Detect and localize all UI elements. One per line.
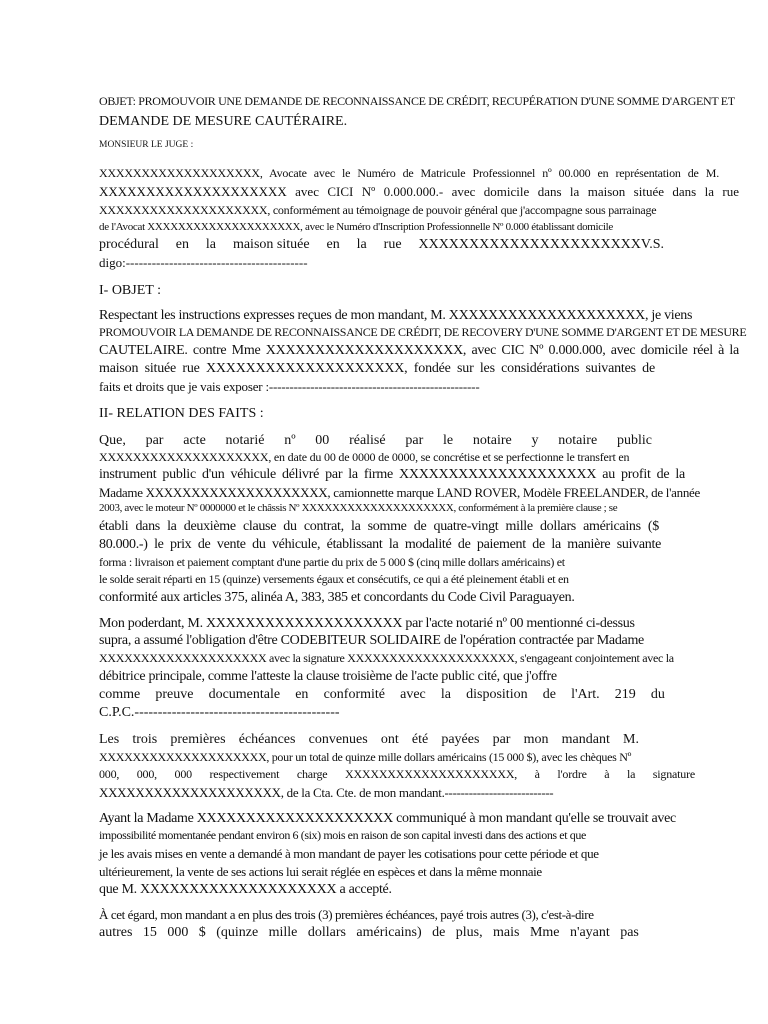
objet-heading-line-1: OBJET: PROMOUVOIR UNE DEMANDE DE RECONNAISSANCE DE CRÉDIT, RECUPÉRATION D'UNE SOMME D'ARGENT ET bbox=[99, 94, 735, 108]
facts-para-3-line-1 bbox=[99, 733, 639, 747]
para-5-word: plus, bbox=[455, 925, 483, 940]
intro-word: la bbox=[205, 237, 217, 252]
facts-para-2-line-5 bbox=[99, 688, 665, 702]
section-1-line-4: maison située rue XXXXXXXXXXXXXXXXXXXX, fondée sur les considérations suivantes de bbox=[99, 361, 655, 376]
para-3-word: premières bbox=[170, 732, 226, 747]
facts-para-1-line-9: le solde serait réparti en 15 (quinze) versements égaux et consécutifs, ce qui a été pleinement établi et en bbox=[99, 572, 569, 586]
para-1-word: le bbox=[443, 433, 454, 448]
para-2-word: du bbox=[650, 687, 665, 702]
para-5-word: dollars bbox=[307, 925, 346, 940]
para-1-word: notarié bbox=[225, 433, 265, 448]
para-3-word: ont bbox=[380, 732, 399, 747]
para-5-word: autres bbox=[99, 925, 133, 940]
facts-para-1-line-10: conformité aux articles 375, alinéa A, 383, 385 et concordants du Code Civil Paraguayen. bbox=[99, 590, 575, 605]
facts-para-5-line-1: À cet égard, mon mandant a en plus des trois (3) premières échéances, payé trois autres (3), c'est-à-dire bbox=[99, 907, 594, 922]
para-5-word: n'ayant bbox=[569, 925, 610, 940]
para-3-word: échéances bbox=[238, 732, 296, 747]
section-1-line-3: CAUTELAIRE. contre Mme XXXXXXXXXXXXXXXXXXXX, avec CIC Nº 0.000.000, avec domicile réel à la bbox=[99, 343, 739, 358]
para-1-word: 00 bbox=[315, 433, 330, 448]
section-2-title: II- RELATION DES FAITS : bbox=[99, 406, 264, 421]
facts-para-4-line-4: ultérieurement, la vente de ses actions lui serait réglée en espèces et dans la même monnaie bbox=[99, 864, 542, 879]
para-5-word: 15 bbox=[142, 925, 157, 940]
section-1-line-5: faits et droits que je vais exposer :--------------------------------------------------- bbox=[99, 379, 480, 394]
facts-para-2-line-1: Mon poderdant, M. XXXXXXXXXXXXXXXXXXXX par l'acte notarié nº 00 mentionné ci-dessus bbox=[99, 616, 635, 631]
intro-line-5 bbox=[99, 238, 664, 252]
facts-para-3-line-2: XXXXXXXXXXXXXXXXXXXX, pour un total de quinze mille dollars américains (15 000 $), avec les chèques Nº bbox=[99, 750, 631, 764]
facts-para-1-line-3: instrument public d'un véhicule délivré par la firme XXXXXXXXXXXXXXXXXXXX au profit de la bbox=[99, 467, 685, 482]
facts-para-4-line-2: impossibilité momentanée pendant environ 6 (six) mois en raison de son capital investi dans des actions et que bbox=[99, 828, 586, 842]
para-2-word: preuve bbox=[155, 687, 194, 702]
intro-line-4: de l'Avocat XXXXXXXXXXXXXXXXXXXX, avec le Numéro d'Inscription Professionnelle Nº 0.000 établissant domicile bbox=[99, 221, 613, 233]
intro-line-6: digo:------------------------------------------ bbox=[99, 255, 308, 270]
para-3-word: convenues bbox=[308, 732, 368, 747]
para-2-word: la bbox=[440, 687, 451, 702]
facts-para-1-line-2: XXXXXXXXXXXXXXXXXXXX, en date du 00 de 0000 de 0000, se concrétise et se perfectionne le transfert en bbox=[99, 450, 630, 464]
para-3-word: mandant bbox=[561, 732, 610, 747]
intro-word: la bbox=[356, 237, 367, 252]
facts-para-2-line-3: XXXXXXXXXXXXXXXXXXXX avec la signature XXXXXXXXXXXXXXXXXXXX, s'engageant conjointement avec la bbox=[99, 651, 674, 665]
facts-para-4-line-5: que M. XXXXXXXXXXXXXXXXXXXX a accepté. bbox=[99, 882, 392, 897]
para-5-word: pas bbox=[620, 925, 639, 940]
para-2-word: 219 bbox=[614, 687, 636, 702]
section-1-line-1: Respectant les instructions expresses reçues de mon mandant, M. XXXXXXXXXXXXXXXXXXXX, je viens bbox=[99, 308, 693, 323]
para-2-word: documentale bbox=[208, 687, 281, 702]
para-5-word: Mme bbox=[529, 925, 560, 940]
para-1-word: Que, bbox=[99, 433, 126, 448]
facts-para-1-line-5: 2003, avec le moteur Nº 0000000 et le châssis Nº XXXXXXXXXXXXXXXXXXXX, conformément à la première clause ; se bbox=[99, 502, 618, 514]
para-5-word: mille bbox=[268, 925, 298, 940]
para-3-word: Les bbox=[99, 732, 120, 747]
para-1-word: notaire bbox=[472, 433, 512, 448]
intro-line-3: XXXXXXXXXXXXXXXXXXXX, conformément au témoignage de pouvoir général que j'accompagne sous parrainage bbox=[99, 203, 657, 217]
objet-heading-line-2: DEMANDE DE MESURE CAUTÉRAIRE. bbox=[99, 114, 348, 129]
facts-para-4-line-3: je les avais mises en vente a demandé à mon mandant de payer les cotisations pour cette période et que bbox=[99, 846, 599, 861]
para-2-word: en bbox=[295, 687, 309, 702]
para-3-word: été bbox=[411, 732, 429, 747]
section-1-line-2: PROMOUVOIR LA DEMANDE DE RECONNAISSANCE DE CRÉDIT, DE RECOVERY D'UNE SOMME D'ARGENT ET DE MESURE bbox=[99, 325, 747, 339]
intro-word: en bbox=[175, 237, 189, 252]
para-2-word: avec bbox=[400, 687, 426, 702]
intro-word: XXXXXXXXXXXXXXXXXXXXXXV.S. bbox=[418, 237, 664, 252]
para-5-word: 000 bbox=[167, 925, 189, 940]
para-2-word: conformité bbox=[323, 687, 385, 702]
para-5-word: (quinze bbox=[216, 925, 259, 940]
para-3-word: par bbox=[492, 732, 511, 747]
facts-para-1-line-1 bbox=[99, 434, 652, 448]
intro-line-1: XXXXXXXXXXXXXXXXXXX, Avocate avec le Numéro de Matricule Professionnel nº 00.000 en représentation de M. bbox=[99, 166, 719, 180]
facts-para-3-line-3: 000, 000, 000 respectivement charge XXXXXXXXXXXXXXXXXXXX, à l'ordre à la signature bbox=[99, 767, 695, 781]
facts-para-1-line-6: établi dans la deuxième clause du contrat, la somme de quatre-vingt mille dollars américains ($ bbox=[99, 519, 659, 534]
section-1-title: I- OBJET : bbox=[99, 283, 161, 298]
facts-para-2-line-2: supra, a assumé l'obligation d'être CODEBITEUR SOLIDAIRE de l'opération contractée par Madame bbox=[99, 633, 644, 648]
facts-para-1-line-8: forma : livraison et paiement comptant d'une partie du prix de 5 000 $ (cinq mille dollars américains) et bbox=[99, 555, 565, 569]
intro-word: procédural bbox=[99, 237, 159, 252]
intro-line-2: XXXXXXXXXXXXXXXXXXXX avec CICI Nº 0.000.000.- avec domicile dans la maison située dans la rue bbox=[99, 184, 739, 199]
salutation: MONSIEUR LE JUGE : bbox=[99, 140, 194, 150]
para-3-word: mon bbox=[523, 732, 549, 747]
facts-para-2-line-6: C.P.C.-------------------------------------------- bbox=[99, 705, 340, 720]
intro-word: rue bbox=[383, 237, 402, 252]
para-1-word: réalisé bbox=[349, 433, 386, 448]
facts-para-1-line-4: Madame XXXXXXXXXXXXXXXXXXXX, camionnette marque LAND ROVER, Modèle FREELANDER, de l'année bbox=[99, 485, 700, 500]
intro-word: en bbox=[326, 237, 340, 252]
intro-word: maison située bbox=[232, 237, 310, 252]
facts-para-2-line-4: débitrice principale, comme l'atteste la clause troisième de l'acte public cité, que j'offre bbox=[99, 669, 557, 684]
facts-para-3-line-4: XXXXXXXXXXXXXXXXXXXX, de la Cta. Cte. de mon mandant.--------------------------- bbox=[99, 785, 554, 800]
para-1-word: public bbox=[616, 433, 652, 448]
para-2-word: comme bbox=[99, 687, 141, 702]
para-5-word: mais bbox=[493, 925, 520, 940]
para-1-word: notaire bbox=[558, 433, 598, 448]
para-1-word: par bbox=[405, 433, 424, 448]
para-2-word: disposition bbox=[466, 687, 528, 702]
facts-para-1-line-7: 80.000.-) le prix de vente du véhicule, établissant la modalité de paiement de la manière suivante bbox=[99, 537, 661, 552]
para-5-word: $ bbox=[198, 925, 206, 940]
para-1-word: acte bbox=[183, 433, 206, 448]
para-1-word: nº bbox=[284, 433, 296, 448]
facts-para-4-line-1: Ayant la Madame XXXXXXXXXXXXXXXXXXXX communiqué à mon mandant qu'elle se trouvait avec bbox=[99, 811, 676, 826]
para-3-word: M. bbox=[623, 732, 639, 747]
para-2-word: l'Art. bbox=[571, 687, 600, 702]
para-1-word: y bbox=[531, 433, 539, 448]
para-2-word: de bbox=[542, 687, 556, 702]
facts-para-5-line-2 bbox=[99, 926, 639, 940]
para-1-word: par bbox=[145, 433, 164, 448]
para-3-word: payées bbox=[441, 732, 480, 747]
para-5-word: de bbox=[432, 925, 446, 940]
para-3-word: trois bbox=[132, 732, 158, 747]
para-5-word: américains) bbox=[356, 925, 422, 940]
